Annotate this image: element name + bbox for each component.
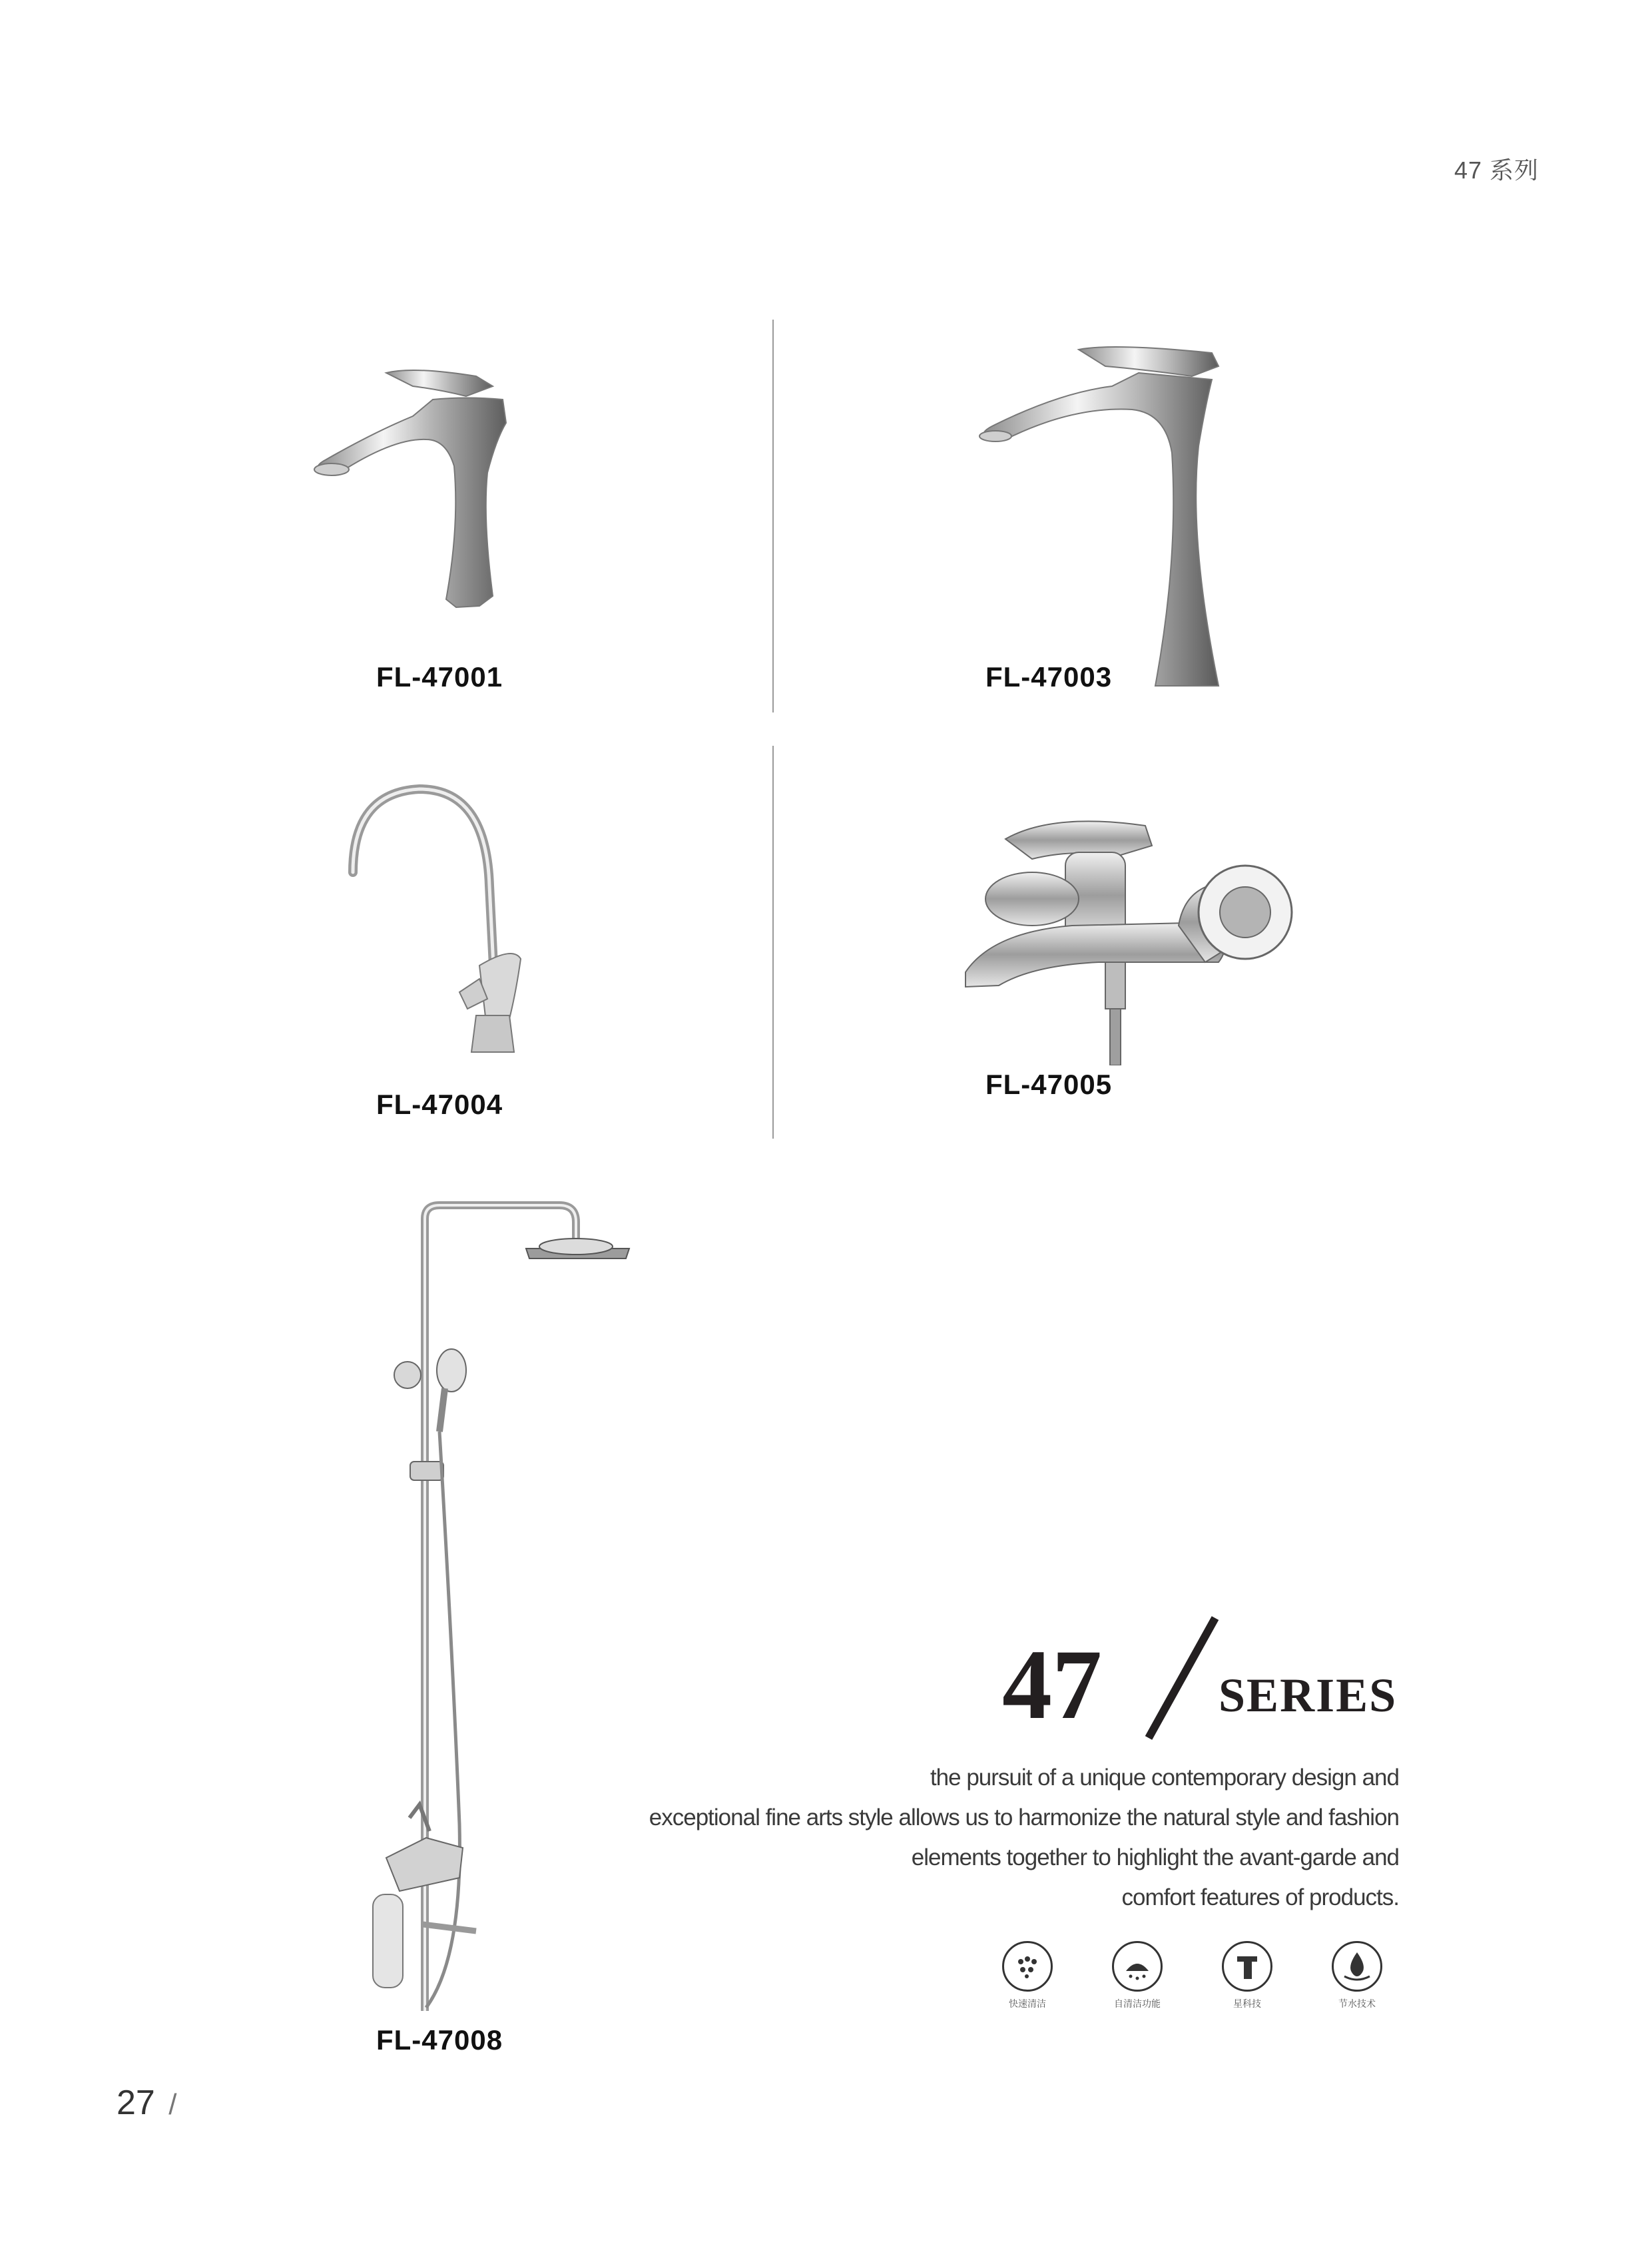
page-number (117, 2083, 177, 2123)
product-code-fl-47008: FL-47008 (376, 2024, 503, 2056)
feature-label: 星科技 (1233, 1998, 1261, 2009)
page-number-separator: / (168, 2088, 177, 2121)
page-number-value: 27 (117, 2084, 155, 2122)
product-fl-47001 (313, 360, 579, 619)
product-code-fl-47001: FL-47001 (376, 661, 503, 693)
description-line: the pursuit of a unique contemporary design and (930, 1765, 1399, 1791)
self-clean-icon (1112, 1941, 1163, 1992)
product-fl-47005 (952, 812, 1298, 1065)
feature-label: 节水技术 (1338, 1998, 1376, 2009)
water-saving-icon (1332, 1941, 1382, 1992)
feature-label: 自清洁功能 (1114, 1998, 1161, 2009)
vertical-divider-middle (772, 746, 774, 1139)
product-fl-47003 (979, 340, 1232, 699)
series-number: 47 (1002, 1629, 1102, 1740)
basin-faucet-short-icon (313, 360, 579, 619)
feature-technology (1211, 1941, 1284, 2010)
series-tag: 47 系列 (1454, 156, 1539, 184)
feature-water-saving (1320, 1941, 1394, 2010)
product-fl-47004 (346, 779, 533, 1059)
feature-self-clean (1101, 1941, 1174, 2010)
feature-quick-clean (991, 1941, 1064, 2010)
series-word: SERIES (1219, 1669, 1398, 1722)
product-code-fl-47004: FL-47004 (376, 1089, 503, 1120)
product-code-fl-47003: FL-47003 (985, 661, 1113, 693)
series-slash (1139, 1615, 1225, 1745)
description-line: comfort features of products. (1121, 1884, 1399, 1910)
technology-icon (1222, 1941, 1272, 1992)
bath-mixer-icon (952, 812, 1298, 1065)
feature-label: 快速清洁 (1009, 1998, 1046, 2009)
series-description (533, 1758, 1399, 1918)
quick-clean-icon (1002, 1941, 1053, 1992)
basin-faucet-tall-icon (979, 340, 1232, 699)
vertical-divider-top (772, 320, 774, 712)
product-code-fl-47005: FL-47005 (985, 1069, 1113, 1100)
kitchen-faucet-icon (346, 779, 533, 1059)
description-line: exceptional fine arts style allows us to harmonize the natural style and fashion (649, 1805, 1399, 1830)
description-line: elements together to highlight the avant-garde and (911, 1844, 1399, 1870)
